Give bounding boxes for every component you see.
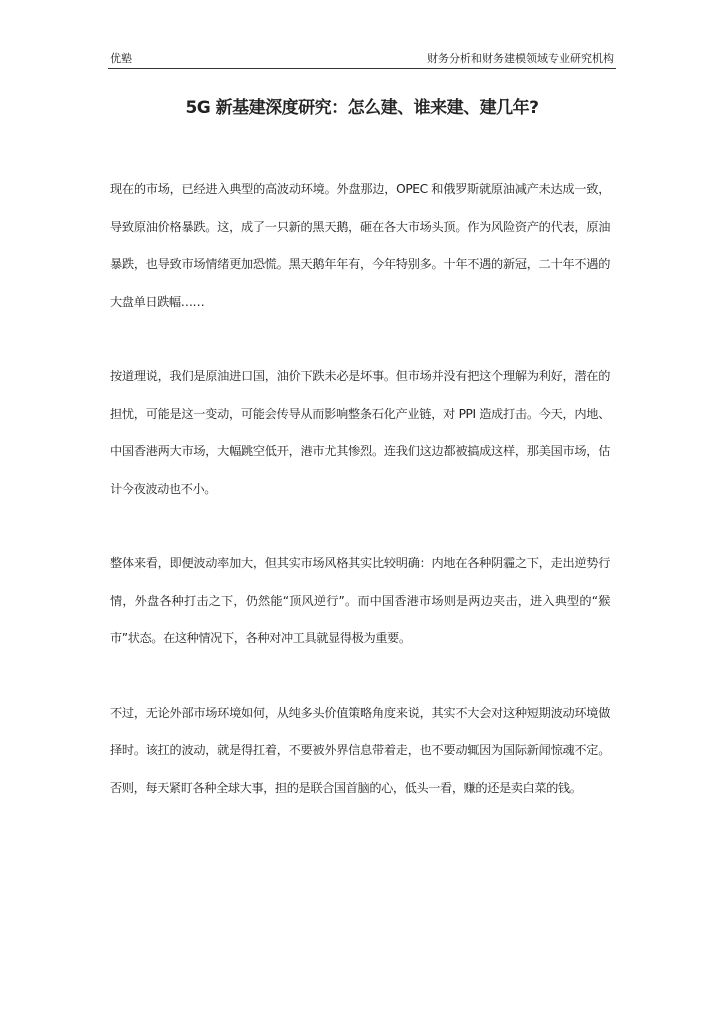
paragraph-2: 按道理说，我们是原油进口国，油价下跌未必是坏事。但市场并没有把这个理解为利好，潜在的担忧，可能是这一变动，可能会传导从而影响整条石化产业链，对 PPI 造成打击。今天，内地、中国香港两大市场，大幅跳空低开，港市尤其惨烈。连我们这边都被搞成这样，那美国市场，估计今夜波动也不小。 (110, 369, 610, 496)
document-title: 5G 新基建深度研究：怎么建、谁来建、建几年? (185, 98, 539, 118)
header-brand: 优塾 (110, 52, 132, 65)
article-body (110, 171, 610, 807)
paragraph-1: 现在的市场，已经进入典型的高波动环境。外盘那边，OPEC 和俄罗斯就原油减产未达成一致，导致原油价格暴跌。这，成了一只新的黑天鹅，砸在各大市场头顶。作为风险资产的代表，原油暴跌，也导致市场情绪更加恐慌。黑天鹅年年有，今年特别多。十年不遇的新冠，二十年不遇的大盘单日跌幅…… (110, 182, 610, 309)
paragraph-3: 整体来看，即便波动率加大，但其实市场风格其实比较明确：内地在各种阴霾之下，走出逆势行情，外盘各种打击之下，仍然能“顶风逆行”。而中国香港市场则是两边夹击，进入典型的“猴市”状态。在这种情况下，各种对冲工具就显得极为重要。 (110, 556, 610, 645)
page-header (108, 50, 616, 69)
header-tagline: 财务分析和财务建模领域专业研究机构 (427, 52, 614, 65)
paragraph-4: 不过，无论外部市场环境如何，从纯多头价值策略角度来说，其实不大会对这种短期波动环境做择时。该扛的波动，就是得扛着，不要被外界信息带着走，也不要动辄因为国际新闻惊魂不定。否则，每天紧盯各种全球大事，担的是联合国首脑的心，低头一看，赚的还是卖白菜的钱。 (110, 705, 610, 795)
